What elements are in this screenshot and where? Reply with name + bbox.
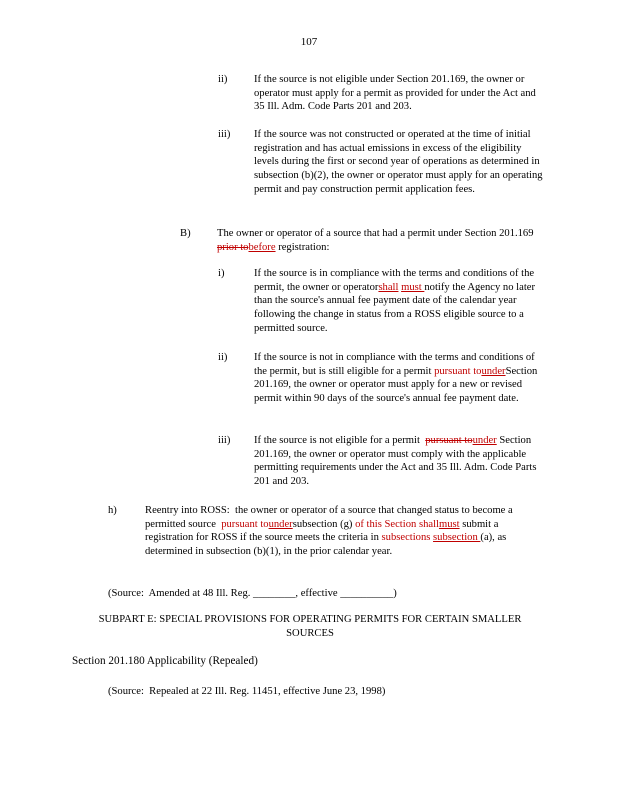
item-ii-2-inserted-2: under <box>481 365 506 377</box>
item-i-inserted-1: shall <box>378 281 399 293</box>
item-h-inserted-1: pursuant to <box>221 518 269 530</box>
item-iii-2-text-1: If the source is not eligible for a permit <box>254 435 426 446</box>
item-h-text-2: subsection (g) <box>292 518 356 530</box>
item-i-text-3: notify the Agency no later than the source's annual fee payment date of the calendar year following the change in status from a ROSS eligible source to a permitted source. <box>254 281 538 334</box>
item-ii-2-text-1: If the source is not in compliance with the terms and conditions of the permit, but is still eligible for a permit <box>254 352 538 377</box>
source-note-amended: (Source: Amended at 48 Ill. Reg. ________, effective __________) <box>108 588 397 599</box>
item-b-label: B) <box>180 228 191 239</box>
item-iii-2-deleted: pursuant to <box>425 435 473 446</box>
item-ii-text: If the source is not eligible under Section 201.169, the owner or operator must apply for a permit as provided for under the Act and 35 Ill. Adm. Code Parts 201 and 203. <box>254 74 536 113</box>
item-h-inserted-4: shall <box>418 518 439 530</box>
item-b-text-1: The owner or operator of a source that had a permit under Section 201.169 <box>217 228 537 239</box>
section-heading: Section 201.180 Applicability (Repealed) <box>72 655 258 667</box>
item-b-inserted: before <box>248 241 276 253</box>
item-ii-2-label: ii) <box>218 352 228 363</box>
item-i-label: i) <box>218 268 225 279</box>
source-note-repealed: (Source: Repealed at 22 Ill. Reg. 11451, effective June 23, 1998) <box>108 686 386 697</box>
item-iii-2-inserted: under <box>472 435 497 446</box>
item-iii-2-text-2: Section 201.169, the owner or operator must comply with the applicable permitting requirements under the Act and 35 Ill. Adm. Code Parts 201 and 203. <box>254 435 540 488</box>
item-h-label: h) <box>108 505 117 516</box>
item-h-text-4: submit a registration for ROSS if the source meets the criteria in <box>145 518 502 544</box>
item-h-inserted-2: under <box>268 518 293 530</box>
item-h-inserted-5: must <box>438 518 460 530</box>
item-h-text <box>145 504 517 559</box>
item-ii-2-text <box>254 351 542 406</box>
item-ii-2-text-2: Section 201.169, the owner or operator must apply for a new or revised permit within 90 days of the source's annual fee payment date. <box>254 365 540 405</box>
item-h-inserted-7: subsection <box>433 532 481 544</box>
item-i-text-1: If the source is in compliance with the terms and conditions of the permit, the owner or operator <box>254 268 537 293</box>
item-h-text-6: (a), as determined in subsection (b)(1), in the prior calendar year. <box>145 532 509 558</box>
item-ii-label: ii) <box>218 74 228 85</box>
item-iii-text: If the source was not constructed or operated at the time of initial registration and has actual emissions in excess of the eligibility levels during the first or second year of operations as determined in subsection (b)(2), the owner or operator must apply for an operating permit and pay construction permit application fees. <box>254 129 543 195</box>
page-number: 107 <box>300 36 318 48</box>
item-ii-2-inserted-1: pursuant to <box>434 365 482 377</box>
item-i-text <box>254 267 546 336</box>
item-iii-label: iii) <box>218 129 231 140</box>
item-b-text-2: registration: <box>275 241 330 253</box>
item-iii-2-label: iii) <box>218 435 231 446</box>
subpart-title: SUBPART E: SPECIAL PROVISIONS FOR OPERATING PERMITS FOR CERTAIN SMALLER SOURCES <box>98 614 522 639</box>
item-h-text-1: Reentry into ROSS: the owner or operator of a source that changed status to become a permitted source <box>145 505 516 530</box>
item-iii-2-text <box>254 434 546 489</box>
item-b-text <box>217 227 537 254</box>
item-h-inserted-6: subsections <box>381 532 431 544</box>
item-i-inserted-2: must <box>401 281 425 293</box>
item-b-deleted: prior to <box>217 241 249 253</box>
item-h-inserted-3: of this Section <box>355 518 417 530</box>
